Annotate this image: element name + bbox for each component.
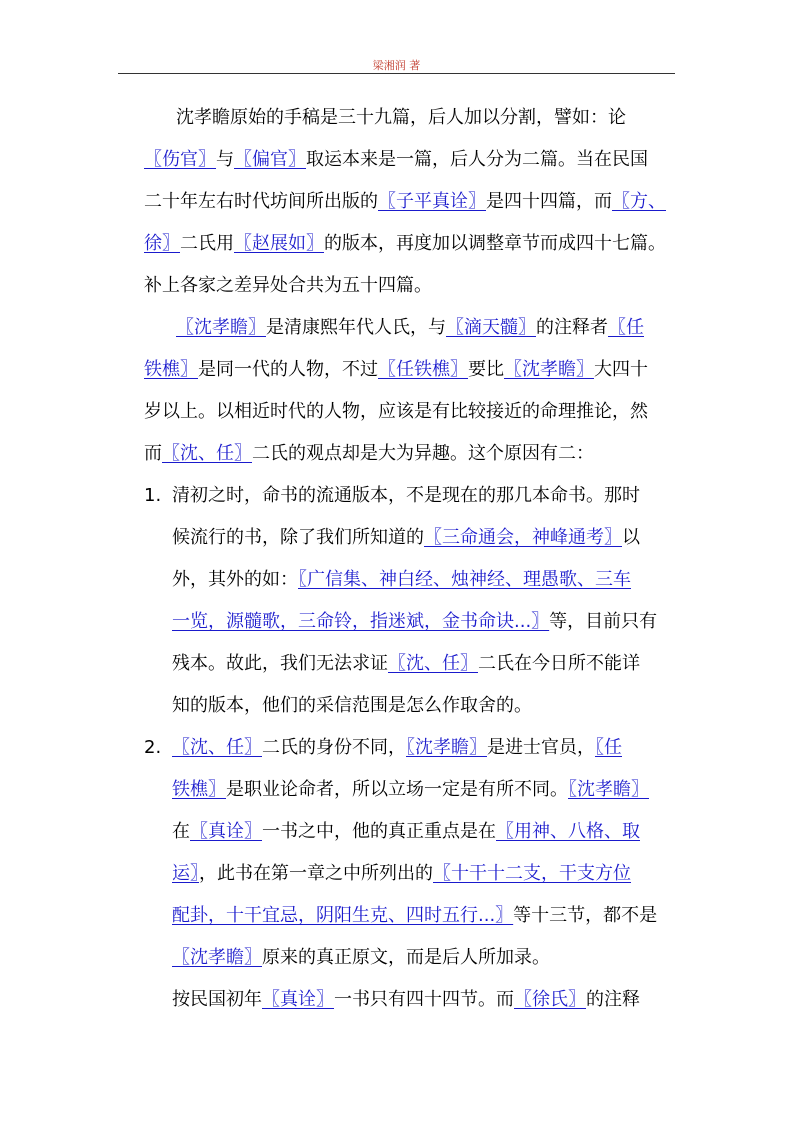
- link-zhenquan[interactable]: 〖真诠〗: [190, 821, 262, 842]
- text-line: 二十年左右时代坊间所出版的〖子平真诠〗是四十四篇，而〖方、: [144, 191, 666, 212]
- link-shen-xiaozhan[interactable]: 〖沈孝瞻〗: [406, 737, 487, 758]
- link-pianguan[interactable]: 〖偏官〗: [234, 149, 306, 170]
- header-divider: [118, 73, 675, 74]
- link-shen-ren[interactable]: 〖沈、任〗: [162, 443, 252, 464]
- link-fang-xu[interactable]: 〖方、: [612, 191, 666, 212]
- link-ren-tieqiao[interactable]: 〖任: [595, 737, 622, 758]
- link-book-list[interactable]: 〖广信集、神白经、烛神经、理愚歌、三车: [298, 569, 631, 590]
- link-shigan-shierzhi-cont[interactable]: 配卦，十干宜忌，阴阳生克、四时五行...〗: [172, 905, 514, 926]
- link-shigan-shierzhi[interactable]: 〖十干十二支，干支方位: [433, 863, 631, 884]
- link-fang-xu-cont[interactable]: 徐〗: [144, 233, 180, 254]
- text-line: 一览，源髓歌，三命铃，指迷斌，金书命诀...〗等，目前只有: [172, 611, 658, 632]
- link-shen-xiaozhan[interactable]: 〖沈孝瞻〗: [568, 779, 649, 800]
- text-line: 〖沈孝瞻〗原来的真正原文，而是后人所加录。: [172, 947, 550, 968]
- text-line: 残本。故此，我们无法求证〖沈、任〗二氏在今日所不能详: [172, 653, 640, 674]
- text-line: 运〗，此书在第一章之中所列出的〖十干十二支，干支方位: [172, 863, 631, 884]
- link-yongshen-bage[interactable]: 〖用神、八格、取: [496, 821, 640, 842]
- link-ren-tieqiao[interactable]: 〖任: [608, 317, 644, 338]
- text-line: 徐〗二氏用〖赵展如〗的版本，再度加以调整章节而成四十七篇。: [144, 233, 666, 254]
- link-ziping-zhenquan[interactable]: 〖子平真诠〗: [378, 191, 486, 212]
- text-line: 外，其外的如：〖广信集、神白经、烛神经、理愚歌、三车: [172, 569, 631, 590]
- text-line: 候流行的书，除了我们所知道的〖三命通会，神峰通考〗以: [172, 527, 640, 548]
- text-line: 而〖沈、任〗二氏的观点却是大为异趣。这个原因有二：: [144, 443, 594, 464]
- text-line: 在〖真诠〗一书之中，他的真正重点是在〖用神、八格、取: [172, 821, 640, 842]
- text-line: 清初之时，命书的流通版本，不是现在的那几本命书。那时: [172, 485, 640, 506]
- link-di-tian-sui[interactable]: 〖滴天髓〗: [446, 317, 536, 338]
- link-book-list-cont[interactable]: 一览，源髓歌，三命铃，指迷斌，金书命诀...〗: [172, 611, 550, 632]
- list-number: 2.: [144, 737, 162, 758]
- link-yongshen-bage-cont[interactable]: 运〗: [172, 863, 199, 884]
- link-shen-ren[interactable]: 〖沈、任〗: [388, 653, 478, 674]
- link-ren-tieqiao-cont[interactable]: 铁樵〗: [144, 359, 198, 380]
- text-line: 〖沈、任〗二氏的身份不同，〖沈孝瞻〗是进士官员，〖任: [172, 737, 622, 758]
- link-sanming-tonghui[interactable]: 〖三命通会，神峰通考〗: [424, 527, 622, 548]
- link-shen-xiaozhan[interactable]: 〖沈孝瞻〗: [504, 359, 594, 380]
- text-line: 铁樵〗是职业论命者，所以立场一定是有所不同。〖沈孝瞻〗: [172, 779, 649, 800]
- text-line: 沈孝瞻原始的手稿是三十九篇，后人加以分割，譬如：论: [176, 107, 626, 128]
- link-ren-tieqiao[interactable]: 〖任铁樵〗: [378, 359, 468, 380]
- text-line: 〖沈孝瞻〗是清康熙年代人氏，与〖滴天髓〗的注释者〖任: [176, 317, 644, 338]
- text-line: 〖伤官〗与〖偏官〗取运本来是一篇，后人分为二篇。当在民国: [144, 149, 648, 170]
- link-shen-ren[interactable]: 〖沈、任〗: [172, 737, 262, 758]
- text-line: 按民国初年〖真诠〗一书只有四十四节。而〖徐氏〗的注释: [172, 989, 640, 1010]
- link-shen-xiaozhan[interactable]: 〖沈孝瞻〗: [172, 947, 262, 968]
- link-shangguan[interactable]: 〖伤官〗: [144, 149, 216, 170]
- text-line: 知的版本，他们的采信范围是怎么作取舍的。: [172, 695, 532, 716]
- page-header-author: 梁湘润 著: [372, 59, 421, 72]
- link-ren-tieqiao-cont[interactable]: 铁樵〗: [172, 779, 226, 800]
- list-number: 1.: [144, 485, 162, 506]
- text-line: 岁以上。以相近时代的人物，应该是有比较接近的命理推论，然: [144, 401, 648, 422]
- link-zhenquan[interactable]: 〖真诠〗: [262, 989, 334, 1010]
- link-shen-xiaozhan[interactable]: 〖沈孝瞻〗: [176, 317, 266, 338]
- text-line: 配卦，十干宜忌，阴阳生克、四时五行...〗等十三节，都不是: [172, 905, 658, 926]
- text-line: 铁樵〗是同一代的人物，不过〖任铁樵〗要比〖沈孝瞻〗大四十: [144, 359, 648, 380]
- text-line: 补上各家之差异处合共为五十四篇。: [144, 275, 432, 296]
- link-xu-shi[interactable]: 〖徐氏〗: [514, 989, 586, 1010]
- link-zhao-zhanru[interactable]: 〖赵展如〗: [234, 233, 324, 254]
